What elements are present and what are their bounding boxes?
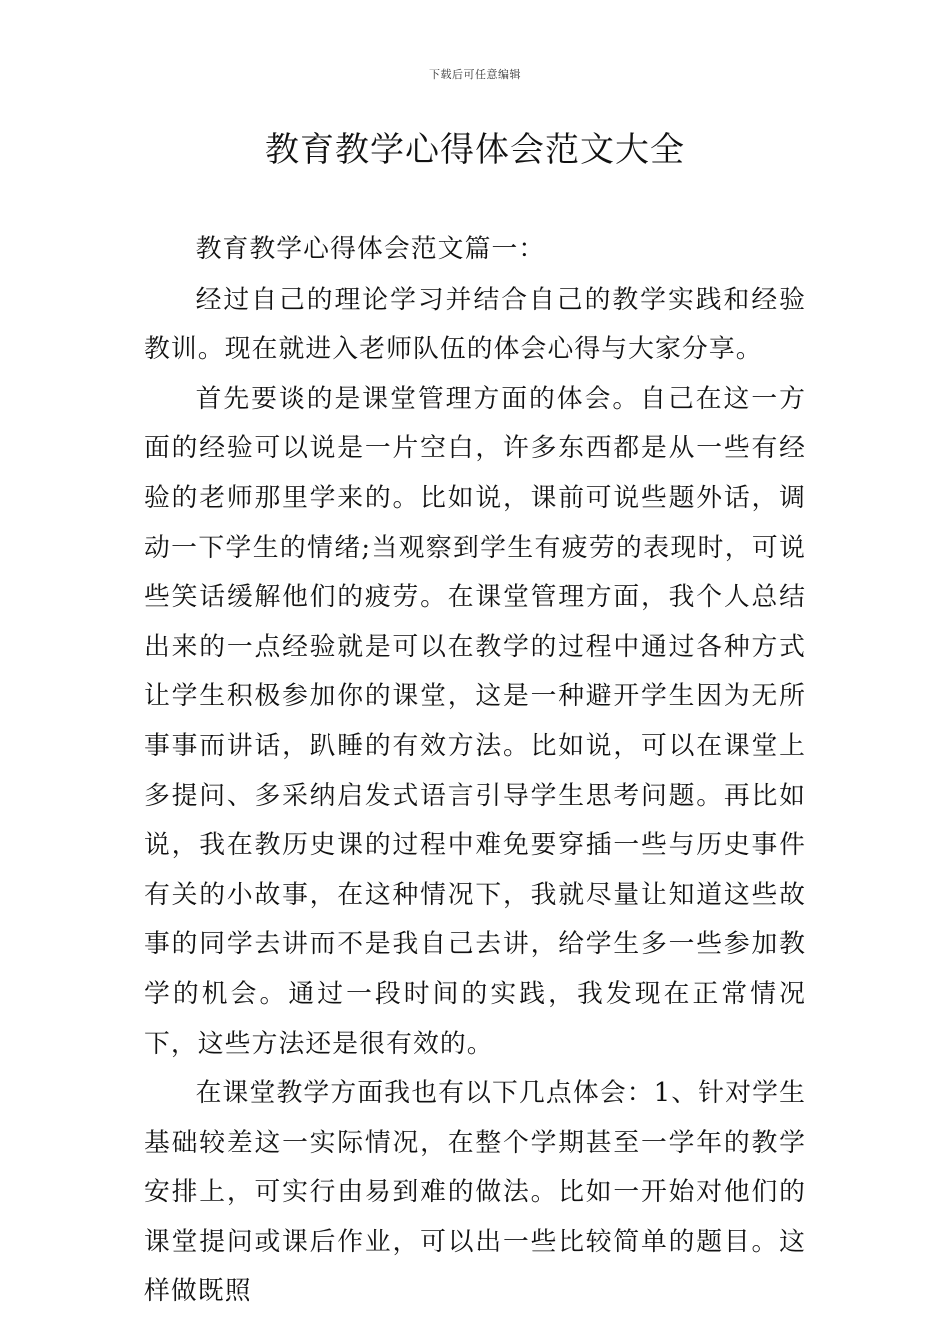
document-title: 教育教学心得体会范文大全 [265, 130, 685, 170]
header-note: 下载后可任意编辑 [429, 68, 521, 81]
paragraph: 经过自己的理论学习并结合自己的教学实践和经验教训。现在就进入老师队伍的体会心得与大家分享。 [144, 284, 806, 365]
paragraph: 首先要谈的是课堂管理方面的体会。自己在这一方面的经验可以说是一片空白，许多东西都是从一些有经验的老师那里学来的。比如说，课前可说些题外话，调动一下学生的情绪;当观察到学生有疲劳的表现时，可说些笑话缓解他们的疲劳。在课堂管理方面，我个人总结出来的一点经验就是可以在教学的过程中通过各种方式让学生积极参加你的课堂，这是一种避开学生因为无所事事而讲话，趴睡的有效方法。比如说，可以在课堂上多提问、多采纳启发式语言引导学生思考问题。再比如说，我在教历史课的过程中难免要穿插一些与历史事件有关的小故事，在这种情况下，我就尽量让知道这些故事的同学去讲而不是我自己去讲，给学生多一些参加教学的机会。通过一段时间的实践，我发现在正常情况下，这些方法还是很有效的。 [144, 383, 806, 1059]
paragraph: 在课堂教学方面我也有以下几点体会：1、针对学生基础较差这一实际情况，在整个学期甚至一学年的教学安排上，可实行由易到难的做法。比如一开始对他们的课堂提问或课后作业，可以出一些比较简单的题目。这样做既照 [144, 1078, 806, 1307]
section-heading: 教育教学心得体会范文篇一： [195, 234, 546, 264]
document-body [144, 225, 806, 1317]
